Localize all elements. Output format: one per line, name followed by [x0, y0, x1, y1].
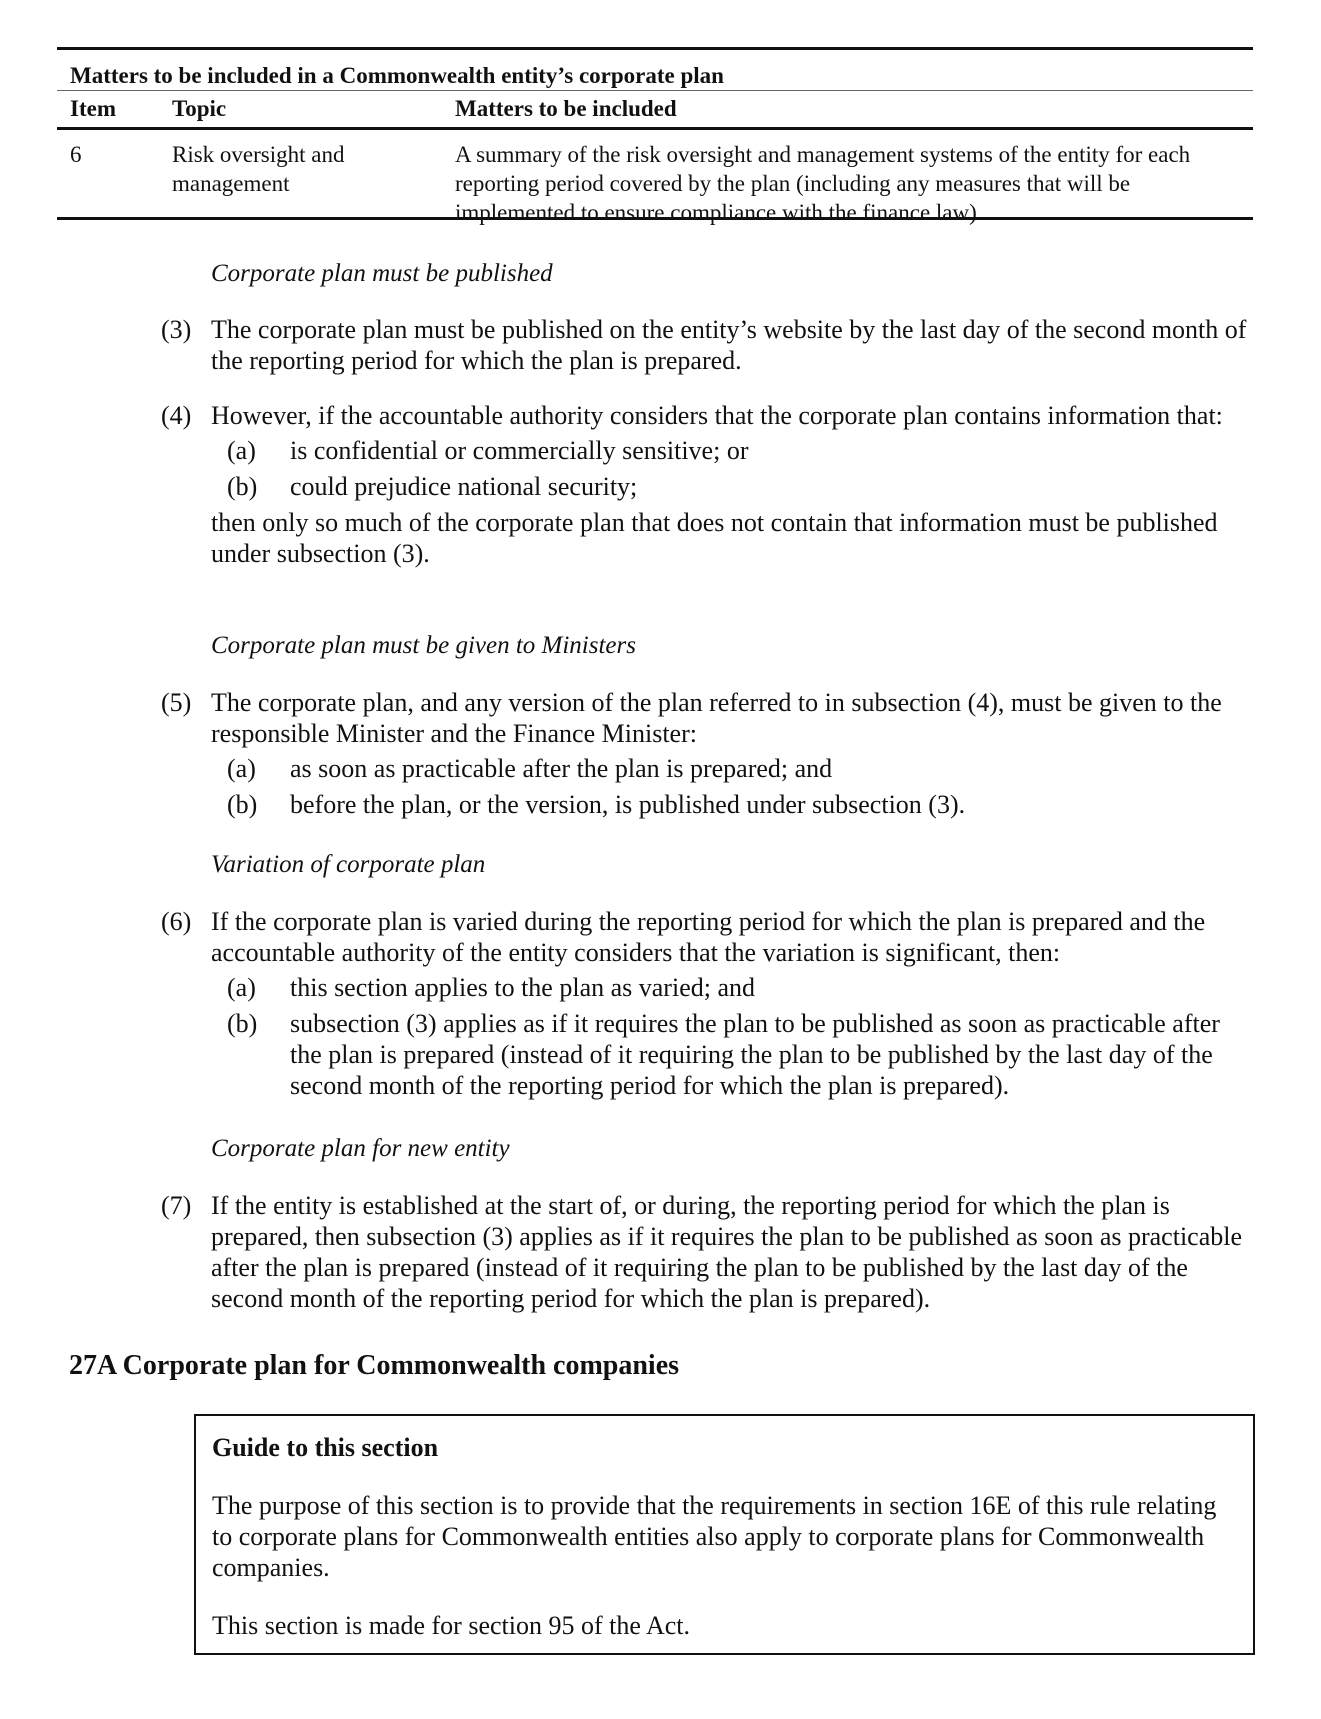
subsection-6-text: If the corporate plan is varied during the reporting period for which the plan is prepared and the accountable authority of the entity considers that the variation is significant, then:	[211, 907, 1206, 967]
item-text: before the plan, or the version, is published under subsection (3).	[290, 790, 966, 819]
subsection-4-tail: then only so much of the corporate plan that does not contain that information must be published under subsection (3).	[211, 508, 1218, 568]
guide-paragraph-purpose: The purpose of this section is to provide that the requirements in section 16E of this rule relating to corporate plans for Commonwealth entities also apply to corporate plans for Commonwealth companies.	[212, 1491, 1217, 1582]
guide-paragraph-authority: This section is made for section 95 of the Act.	[212, 1611, 691, 1640]
item-label: (b)	[227, 790, 258, 819]
subsection-4-item-b	[227, 471, 1256, 502]
subsection-5-number: (5)	[161, 688, 192, 717]
guide-title: Guide to this section	[212, 1433, 439, 1462]
row-topic	[172, 140, 455, 217]
subsection-3	[161, 314, 1256, 376]
subsection-4-text: However, if the accountable authority considers that the corporate plan contains information that:	[211, 401, 1223, 430]
matters-table	[57, 47, 1253, 225]
subsection-6-item-a	[227, 972, 1256, 1003]
row-topic-text: Risk oversight and management	[172, 142, 345, 196]
subsection-6-item-b	[227, 1008, 1256, 1101]
item-text: subsection (3) applies as if it requires the plan to be published as soon as practicable after the plan is prepared (instead of it requiring the plan to be published by the last day of the second month of the reporting period for which the plan is prepared).	[290, 1009, 1220, 1100]
table-caption: Matters to be included in a Commonwealth entity’s corporate plan	[70, 63, 724, 88]
subsection-5-item-b	[227, 789, 1256, 820]
subsection-6	[161, 906, 1256, 1101]
item-label: (a)	[227, 754, 256, 783]
subsection-7-text: If the entity is established at the start of, or during, the reporting period for which the plan is prepared, then subsection (3) applies as if it requires the plan to be published as soon as practicable after the plan is prepared (instead of it requiring the plan to be published by the last day of the second month of the reporting period for which the plan is prepared).	[211, 1191, 1243, 1313]
subsection-7-number: (7)	[161, 1191, 192, 1220]
heading-variation: Variation of corporate plan	[211, 851, 486, 878]
item-text: as soon as practicable after the plan is prepared; and	[290, 754, 833, 783]
item-text: this section applies to the plan as varied; and	[290, 973, 755, 1002]
item-label: (b)	[227, 1009, 258, 1038]
subsection-4-item-a	[227, 435, 1256, 466]
table-header-row	[57, 91, 1253, 127]
guide-box	[194, 1414, 1255, 1655]
subsection-4	[161, 400, 1256, 569]
subsection-6-number: (6)	[161, 907, 192, 936]
section-27a-heading: 27A Corporate plan for Commonwealth companies	[69, 1350, 680, 1381]
item-text: is confidential or commercially sensitive; or	[290, 436, 749, 465]
subsection-3-number: (3)	[161, 315, 192, 344]
heading-new-entity: Corporate plan for new entity	[211, 1135, 510, 1162]
heading-published: Corporate plan must be published	[211, 260, 553, 287]
heading-ministers: Corporate plan must be given to Ministers	[211, 632, 636, 659]
subsection-5-item-a	[227, 753, 1256, 784]
subsection-5-text: The corporate plan, and any version of the plan referred to in subsection (4), must be given to the responsible Minister and the Finance Minister:	[211, 688, 1222, 748]
item-text: could prejudice national security;	[290, 472, 638, 501]
header-topic: Topic	[172, 96, 227, 121]
subsection-4-number: (4)	[161, 401, 192, 430]
row-matters: A summary of the risk oversight and management systems of the entity for each reporting period covered by the plan (including any measures that will be implemented to ensure compliance with the finance law).	[455, 142, 1191, 225]
subsection-5	[161, 687, 1256, 820]
subsection-7	[161, 1190, 1256, 1314]
item-label: (a)	[227, 436, 256, 465]
header-item: Item	[70, 96, 116, 121]
header-matters: Matters to be included	[455, 96, 677, 121]
row-item: 6	[70, 142, 82, 167]
item-label: (b)	[227, 472, 258, 501]
table-row	[57, 130, 1253, 225]
item-label: (a)	[227, 973, 256, 1002]
subsection-3-text: The corporate plan must be published on the entity’s website by the last day of the second month of the reporting period for which the plan is prepared.	[211, 315, 1247, 375]
